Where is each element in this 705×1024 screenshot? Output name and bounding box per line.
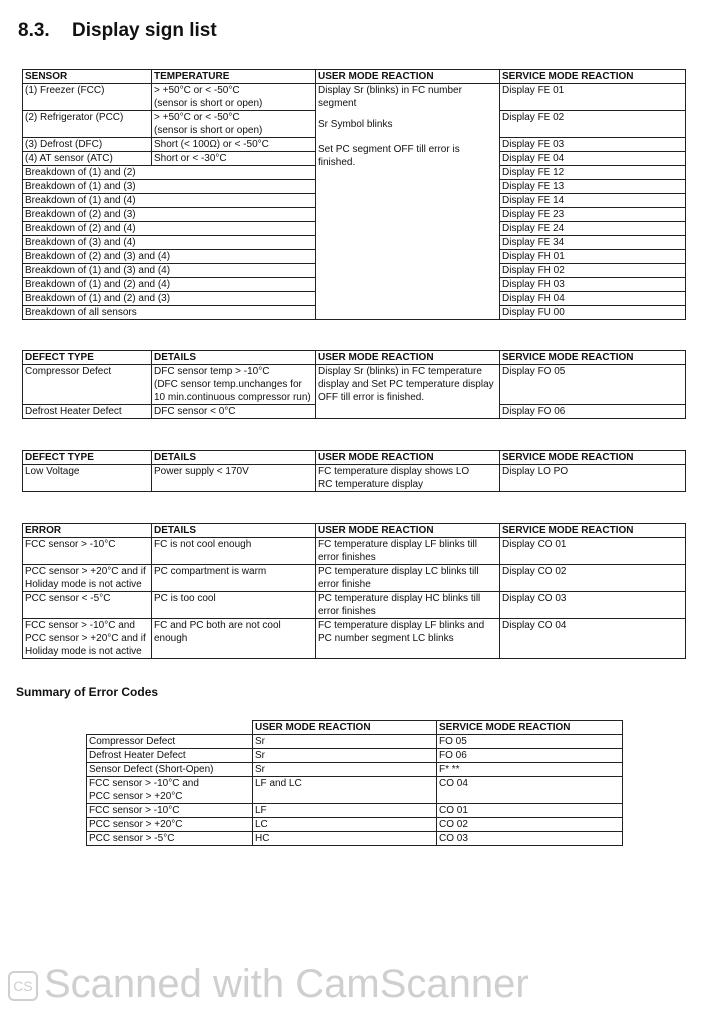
voltage-table — [22, 450, 686, 492]
user-reaction-cell: Sr — [253, 749, 437, 763]
col-header: DEFECT TYPE — [23, 351, 152, 365]
table-row — [87, 763, 623, 777]
service-reaction-cell: F* ** — [437, 763, 623, 777]
temperature-cell: > +50°C or < -50°C (sensor is short or open) — [152, 84, 316, 111]
table-row — [23, 565, 686, 592]
sensor-table — [22, 69, 686, 320]
sensor-cell: (4) AT sensor (ATC) — [23, 152, 152, 166]
table-row — [23, 592, 686, 619]
table-row — [23, 365, 686, 405]
sensor-cell: Breakdown of (1) and (2) and (4) — [23, 278, 316, 292]
details-cell: PC compartment is warm — [152, 565, 316, 592]
summary-table — [86, 720, 623, 846]
service-reaction-cell: Display FE 14 — [500, 194, 686, 208]
sensor-cell: Breakdown of (1) and (2) — [23, 166, 316, 180]
user-reaction-cell: PC temperature display LC blinks till error finishe — [316, 565, 500, 592]
user-reaction-cell: PC temperature display HC blinks till error finishes — [316, 592, 500, 619]
col-header: USER MODE REACTION — [316, 351, 500, 365]
camscanner-watermark — [8, 962, 628, 1007]
temperature-cell: > +50°C or < -50°C (sensor is short or open) — [152, 111, 316, 138]
service-reaction-cell: Display FE 12 — [500, 166, 686, 180]
service-reaction-cell: FO 06 — [437, 749, 623, 763]
summary-name-cell: PCC sensor > -5°C — [87, 832, 253, 846]
user-reaction-cell: Set PC segment OFF till error is finished. — [316, 138, 500, 320]
col-header: SERVICE MODE REACTION — [437, 721, 623, 735]
col-header: SERVICE MODE REACTION — [500, 351, 686, 365]
service-reaction-cell: Display FO 06 — [500, 405, 686, 419]
service-reaction-cell: CO 02 — [437, 818, 623, 832]
col-header: ERROR — [23, 524, 152, 538]
defect-type-cell: Defrost Heater Defect — [23, 405, 152, 419]
watermark-text: Scanned with CamScanner — [44, 962, 529, 1006]
summary-name-cell: Sensor Defect (Short-Open) — [87, 763, 253, 777]
service-reaction-cell: Display CO 02 — [500, 565, 686, 592]
service-reaction-cell: Display CO 04 — [500, 619, 686, 659]
user-reaction-cell: Sr Symbol blinks — [316, 111, 500, 138]
sensor-cell: Breakdown of (2) and (3) — [23, 208, 316, 222]
col-header: TEMPERATURE — [152, 70, 316, 84]
section-heading — [18, 20, 217, 42]
details-cell: DFC sensor < 0°C — [152, 405, 316, 419]
table-header-row — [23, 70, 686, 84]
service-reaction-cell: Display FE 04 — [500, 152, 686, 166]
sensor-cell: Breakdown of (2) and (4) — [23, 222, 316, 236]
error-table — [22, 523, 686, 659]
sensor-cell: Breakdown of (1) and (4) — [23, 194, 316, 208]
details-cell: PC is too cool — [152, 592, 316, 619]
error-cell: FCC sensor > -10°C and PCC sensor > +20°C and if Holiday mode is not active — [23, 619, 152, 659]
user-reaction-cell: LC — [253, 818, 437, 832]
col-header: DETAILS — [152, 451, 316, 465]
service-reaction-cell: Display FE 13 — [500, 180, 686, 194]
service-reaction-cell: CO 04 — [437, 777, 623, 804]
table-row — [87, 735, 623, 749]
summary-name-cell: Defrost Heater Defect — [87, 749, 253, 763]
table-row — [87, 804, 623, 818]
user-reaction-cell: HC — [253, 832, 437, 846]
service-reaction-cell: Display FE 02 — [500, 111, 686, 138]
sensor-cell: Breakdown of (2) and (3) and (4) — [23, 250, 316, 264]
table-row — [87, 818, 623, 832]
user-reaction-cell: FC temperature display LF blinks till error finishes — [316, 538, 500, 565]
sensor-cell: (2) Refrigerator (PCC) — [23, 111, 152, 138]
col-header: SERVICE MODE REACTION — [500, 524, 686, 538]
defect-type-cell: Low Voltage — [23, 465, 152, 492]
sensor-cell: (3) Defrost (DFC) — [23, 138, 152, 152]
sensor-cell: (1) Freezer (FCC) — [23, 84, 152, 111]
service-reaction-cell: Display CO 01 — [500, 538, 686, 565]
service-reaction-cell: Display FE 34 — [500, 236, 686, 250]
summary-name-cell: FCC sensor > -10°C — [87, 804, 253, 818]
table-header-row — [87, 721, 623, 735]
details-cell: FC and PC both are not cool enough — [152, 619, 316, 659]
col-header — [87, 721, 253, 735]
user-reaction-cell: FC temperature display shows LO RC temperature display — [316, 465, 500, 492]
camscanner-logo-icon: CS — [8, 971, 38, 1001]
sensor-cell: Breakdown of (1) and (3) and (4) — [23, 264, 316, 278]
user-reaction-cell: LF and LC — [253, 777, 437, 804]
col-header: USER MODE REACTION — [253, 721, 437, 735]
service-reaction-cell: Display FE 01 — [500, 84, 686, 111]
user-reaction-cell: FC temperature display LF blinks and PC number segment LC blinks — [316, 619, 500, 659]
table-header-row — [23, 451, 686, 465]
temperature-cell: Short or < -30°C — [152, 152, 316, 166]
summary-name-cell: PCC sensor > +20°C — [87, 818, 253, 832]
summary-title: Summary of Error Codes — [16, 685, 159, 699]
defect-table — [22, 350, 686, 419]
service-reaction-cell: Display FH 02 — [500, 264, 686, 278]
details-cell: FC is not cool enough — [152, 538, 316, 565]
sensor-cell: Breakdown of (1) and (2) and (3) — [23, 292, 316, 306]
error-cell: FCC sensor > -10°C — [23, 538, 152, 565]
col-header: USER MODE REACTION — [316, 451, 500, 465]
service-reaction-cell: FO 05 — [437, 735, 623, 749]
service-reaction-cell: Display FH 04 — [500, 292, 686, 306]
col-header: DETAILS — [152, 524, 316, 538]
sensor-cell: Breakdown of all sensors — [23, 306, 316, 320]
table-row — [87, 832, 623, 846]
details-cell: DFC sensor temp > -10°C (DFC sensor temp.unchanges for 10 min.continuous compressor run) — [152, 365, 316, 405]
service-reaction-cell: Display FE 23 — [500, 208, 686, 222]
table-row — [23, 138, 686, 152]
table-row — [23, 84, 686, 111]
summary-name-cell: FCC sensor > -10°C and PCC sensor > +20°C — [87, 777, 253, 804]
col-header: DEFECT TYPE — [23, 451, 152, 465]
user-reaction-cell: Display Sr (blinks) in FC temperature display and Set PC temperature display OFF till error is finished. — [316, 365, 500, 419]
service-reaction-cell: Display CO 03 — [500, 592, 686, 619]
service-reaction-cell: Display LO PO — [500, 465, 686, 492]
sensor-cell: Breakdown of (3) and (4) — [23, 236, 316, 250]
error-cell: PCC sensor > +20°C and if Holiday mode is not active — [23, 565, 152, 592]
service-reaction-cell: Display FE 03 — [500, 138, 686, 152]
user-reaction-cell: LF — [253, 804, 437, 818]
table-header-row — [23, 351, 686, 365]
col-header: DETAILS — [152, 351, 316, 365]
col-header: USER MODE REACTION — [316, 70, 500, 84]
col-header: SERVICE MODE REACTION — [500, 451, 686, 465]
sensor-cell: Breakdown of (1) and (3) — [23, 180, 316, 194]
service-reaction-cell: Display FE 24 — [500, 222, 686, 236]
col-header: SERVICE MODE REACTION — [500, 70, 686, 84]
service-reaction-cell: CO 01 — [437, 804, 623, 818]
details-cell: Power supply < 170V — [152, 465, 316, 492]
service-reaction-cell: Display FH 03 — [500, 278, 686, 292]
col-header: USER MODE REACTION — [316, 524, 500, 538]
error-cell: PCC sensor < -5°C — [23, 592, 152, 619]
service-reaction-cell: Display FU 00 — [500, 306, 686, 320]
table-row — [87, 749, 623, 763]
table-row — [23, 538, 686, 565]
section-number: 8.3. — [18, 20, 50, 41]
summary-name-cell: Compressor Defect — [87, 735, 253, 749]
service-reaction-cell: Display FO 05 — [500, 365, 686, 405]
service-reaction-cell: CO 03 — [437, 832, 623, 846]
service-reaction-cell: Display FH 01 — [500, 250, 686, 264]
col-header: SENSOR — [23, 70, 152, 84]
user-reaction-cell: Sr — [253, 735, 437, 749]
user-reaction-cell: Display Sr (blinks) in FC number segment — [316, 84, 500, 111]
temperature-cell: Short (< 100Ω) or < -50°C — [152, 138, 316, 152]
table-row — [87, 777, 623, 804]
table-row — [23, 111, 686, 138]
table-row — [23, 465, 686, 492]
user-reaction-cell: Sr — [253, 763, 437, 777]
section-title: Display sign list — [72, 20, 217, 41]
defect-type-cell: Compressor Defect — [23, 365, 152, 405]
table-header-row — [23, 524, 686, 538]
table-row — [23, 619, 686, 659]
